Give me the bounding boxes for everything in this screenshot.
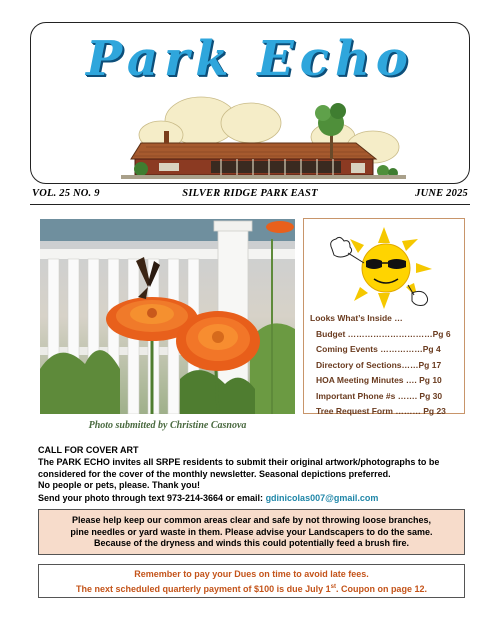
dues-ordinal-suffix: st: [330, 584, 336, 590]
send-photo-text: Send your photo through text 973-214-3664 or email:: [38, 493, 266, 503]
sun-mascot-icon: [326, 225, 436, 310]
contents-item-coming-events: Coming Events ……………Pg 4: [316, 344, 441, 355]
cover-art-line: considered for the cover of the monthly newsletter. Seasonal depictions preferred.: [38, 468, 391, 479]
contact-email-link[interactable]: gdinicolas007@gmail.com: [265, 493, 379, 503]
contents-item-phone-numbers: Important Phone #s ……. Pg 30: [316, 390, 443, 401]
notice-line: pine needles or yard waste in them. Please advise your Landscapers to do the same.: [70, 526, 433, 537]
volume-number: VOL. 25 NO. 9: [32, 188, 100, 199]
dues-line-2: [39, 581, 464, 596]
dues-reminder: [38, 564, 465, 598]
contents-item-tree-request: Tree Request Form ……… Pg 23: [316, 405, 446, 416]
photo-credit: Photo submitted by Christine Casnova: [88, 420, 247, 431]
newsletter-title: Park Echo: [86, 31, 414, 87]
table-of-contents-box: [303, 218, 465, 414]
notice-line: Please help keep our common areas clear and safe by not throwing loose branches,: [71, 515, 432, 525]
common-areas-notice: [38, 509, 465, 555]
contents-heading: Looks What’s Inside …: [310, 313, 403, 323]
cover-art-line: No people or pets, please. Thank you!: [38, 480, 201, 490]
dues-line-2-end: . Coupon on page 12.: [335, 584, 427, 594]
cover-art-title: CALL FOR COVER ART: [38, 445, 139, 455]
masthead: [30, 22, 470, 184]
community-name: SILVER RIDGE PARK EAST: [182, 188, 318, 199]
issue-date: JUNE 2025: [415, 188, 468, 199]
contents-item-budget: Budget …………………………Pg 6: [316, 329, 451, 339]
dues-line-1: Remember to pay your Dues on time to avoid late fees.: [134, 569, 369, 579]
send-photo-line: [38, 493, 378, 503]
contents-item-hoa-minutes: HOA Meeting Minutes …. Pg 10: [316, 375, 442, 386]
notice-line: Because of the dryness and winds this could potentially feed a brush fire.: [93, 538, 410, 548]
cover-art-body: [38, 457, 468, 492]
dues-line-2-text: The next scheduled quarterly payment of $100 is due July 1: [76, 584, 331, 594]
contents-item-directory: Directory of Sections……Pg 17: [316, 359, 442, 370]
header-divider: [30, 204, 470, 205]
clubhouse-illustration: [101, 83, 411, 183]
cover-photo: [40, 219, 295, 414]
issue-info-bar: [30, 188, 470, 204]
contents-list: [316, 327, 462, 419]
cover-art-line: The PARK ECHO invites all SRPE residents to submit their original artwork/photographs to be: [38, 457, 440, 467]
